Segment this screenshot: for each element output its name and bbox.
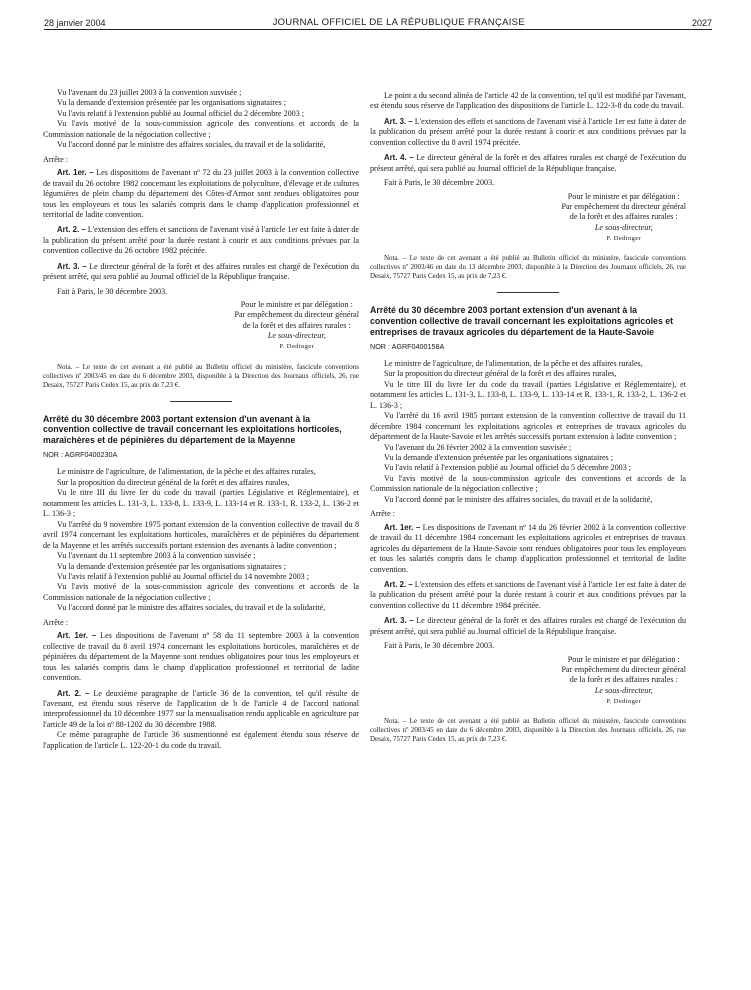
section-divider [497, 292, 559, 293]
signatory-name: P. Dedinger [606, 697, 642, 705]
signature-place-date: Fait à Paris, le 30 décembre 2003. [57, 286, 168, 296]
visa: Vu l'accord donné par le ministre des affaires sociales, du travail et de la solidarité, [384, 494, 653, 504]
signature-line: Pour le ministre et par délégation : [567, 191, 680, 201]
article-text: Le directeur général de la forêt et des affaires rurales est chargé de l'exécution du présent arrêté, qui sera publié au Journal officiel de la République française. [370, 153, 686, 173]
article-text: L'extension des effets et sanctions de l'avenant visé à l'article 1er est faite à dater de la publication du présent arrêté pour la durée restant à courir et aux conditions prévues par la convention collective du 8 avril 1974 précitée. [370, 116, 686, 147]
signature-line: Pour le ministre et par délégation : [240, 300, 353, 310]
visa: Vu la demande d'extension présentée par les organisations signataires ; [57, 98, 286, 108]
article [43, 631, 359, 683]
signature-block [370, 655, 686, 707]
signature-place-date: Fait à Paris, le 30 décembre 2003. [384, 641, 495, 651]
article [370, 616, 686, 637]
article-number: Art. 3. – [57, 261, 87, 271]
article-number: Art. 1er. – [57, 631, 97, 641]
article [370, 580, 686, 611]
article-paragraph: Le point a du second alinéa de l'article 42 de la convention, tel qu'il est modifié par l'avenant, est étendu sous réserve de l'application des dispositions de l'article L. 122-3-8 du code du travail. [370, 91, 686, 111]
article-number: Art. 2. – [384, 580, 413, 590]
left-column [43, 88, 359, 751]
visa: Vu le titre III du livre Ier du code du travail (parties Législative et Réglementaire), et notamment les articles L. 131-3, L. 133-8, L. 133-9, L. 133-14 et R. 133-1, R. 133-2, L. 136-2 et L. 136-3 ; [43, 488, 359, 519]
article-text: Les dispositions de l'avenant nº 58 du 11 septembre 2003 à la convention collective de travail du 8 avril 1974 concernant les exploitations horticoles, maraîchères et de pépinières du département de la Mayenne sont rendues obligatoires pour tous les employeurs et tous les salariés compris dans le champ d'application professionnel et territorial de ladite convention. [43, 631, 359, 683]
article-text: L'extension des effets et sanctions de l'avenant visé à l'article 1er est faite à dater de la publication du présent arrêté pour la durée restant à courir et aux conditions prévues par la convention collective du 26 octobre 1982 précitée. [43, 225, 359, 256]
page-header [44, 16, 712, 30]
signature-block [370, 192, 686, 244]
section-title: Arrêté du 30 décembre 2003 portant extension d'un avenant à la convention collective de travail concernant les exploitations horticoles, maraîchères et de pépinières du département de la Mayenne [43, 413, 342, 446]
nota: Nota. – Le texte de cet avenant a été publié au Bulletin officiel du ministère, fascicule conventions collectives nº 2003/46 en date du 13 décembre 2003, disponible à la Direction des Journaux officiels, 26, rue Desaix, 75727 Paris Cedex 15, au prix de 7,23 €. [370, 254, 686, 281]
header-title: JOURNAL OFFICIEL DE LA RÉPUBLIQUE FRANÇAISE [272, 17, 525, 28]
article-text: Les dispositions de l'avenant nº 72 du 23 juillet 2003 à la convention collective de travail du 26 octobre 1982 concernant les exploitations de polyculture, d'élevage et de cultures légumières de plein champ du département des Côtes-d'Armor sont rendues obligatoires pour tous les employeurs et tous les salariés compris dans le champ d'application professionnel et territorial de ladite convention. [43, 168, 359, 219]
signature-line: Par empêchement du directeur général [561, 201, 686, 211]
article [370, 523, 686, 575]
signature-block [43, 300, 359, 352]
visa: Vu l'avis motivé de la sous-commission agricole des conventions et accords de la Commission nationale de la négociation collective ; [43, 582, 359, 602]
article-text: Le directeur général de la forêt et des affaires rurales est chargé de l'exécution du présent arrêté, qui sera publié au Journal officiel de la République française. [370, 616, 686, 636]
visa: Vu l'accord donné par le ministre des affaires sociales, du travail et de la solidarité, [57, 603, 326, 613]
visa: Vu le titre III du livre Ier du code du travail (parties Législative et Réglementaire), et notamment les articles L. 131-3, L. 133-8, L. 133-9, L. 133-14 et R. 133-1, R. 133-2, L. 136-2 et L. 136-3 ; [370, 379, 686, 410]
signatory-name: P. Dedinger [606, 234, 642, 242]
article-number: Art. 2. – [57, 688, 90, 698]
article-number: Art. 3. – [384, 616, 414, 626]
nor-reference: NOR : AGRF0400158A [370, 341, 445, 351]
visa: Vu la demande d'extension présentée par les organisations signataires ; [384, 453, 613, 463]
signature-line: de la forêt et des affaires rurales : [569, 212, 678, 222]
visa: Vu l'avis motivé de la sous-commission agricole des conventions et accords de la Commission nationale de la négociation collective ; [370, 473, 686, 494]
section-divider [170, 401, 232, 402]
header-page-number: 2027 [691, 17, 712, 28]
preamble: Le ministre de l'agriculture, de l'alimentation, de la pêche et des affaires rurales, [57, 467, 316, 477]
nota: Nota. – Le texte de cet avenant a été publié au Bulletin officiel du ministère, fascicule conventions collectives nº 2003/45 en date du 6 décembre 2003, disponible à la Direction des Journaux officiels, 26, rue Desaix, 75727 Paris Cedex 15, au prix de 7,23 €. [370, 717, 686, 744]
article-number: Art. 1er. – [384, 522, 421, 532]
article-text: L'extension des effets et sanctions de l'avenant visé à l'article 1er est faite à dater de la publication du présent arrêté pour la durée restant à courir et aux conditions prévues par la convention collective du 11 décembre 1984 précitée. [370, 580, 686, 610]
preamble: Sur la proposition du directeur général de la forêt et des affaires rurales, [384, 369, 617, 379]
signature-title: Le sous-directeur, [267, 331, 326, 341]
article [43, 689, 359, 731]
arrete-heading: Arrête : [370, 509, 395, 519]
visa: Vu l'avenant du 23 juillet 2003 à la convention susvisée ; [57, 88, 242, 97]
right-column [370, 91, 686, 744]
visa: Vu l'avis motivé de la sous-commission agricole des conventions et accords de la Commission nationale de la négociation collective ; [43, 119, 359, 139]
visa: Vu l'arrêté du 16 avril 1985 portant extension de la convention collective de travail du 11 décembre 1984 concernant les exploitations agricoles et entreprises de travaux agricoles du département de la Haute-Savoie et les arrêtés successifs portant extension à ladite convention ; [370, 411, 686, 442]
article [370, 153, 686, 174]
article-number: Art. 3. – [384, 116, 413, 126]
signature-title: Le sous-directeur, [594, 685, 653, 695]
article-number: Art. 1er. – [57, 168, 94, 178]
article-text: Le directeur général de la forêt et des affaires rurales est chargé de l'exécution du présent arrêté, qui sera publié au Journal officiel de la République française. [43, 261, 359, 282]
nor-reference: NOR : AGRF0400230A [43, 450, 118, 460]
article-text: Le deuxième paragraphe de l'article 36 de la convention, tel qu'il résulte de l'avenant, est étendu sous réserve de l'application de b de l'article 4 de l'accord national interprofessionnel du 10 décembre 1977 sur la mensualisation rendu applicable en agriculture par l'article 49 de la loi nº 88-1202 du 30 décembre 1988. [43, 688, 359, 729]
article-number: Art. 4. – [384, 153, 414, 163]
visa: Vu l'avis relatif à l'extension publié au Journal officiel du 14 novembre 2003 ; [57, 572, 310, 582]
article-number: Art. 2. – [57, 225, 86, 235]
signature-title: Le sous-directeur, [594, 222, 653, 232]
signatory-name: P. Dedinger [279, 343, 315, 351]
signature-line: de la forêt et des affaires rurales : [242, 320, 351, 330]
signature-line: de la forêt et des affaires rurales : [569, 675, 678, 685]
visa: Vu la demande d'extension présentée par les organisations signataires ; [57, 561, 286, 571]
article [43, 168, 359, 220]
article-text: Les dispositions de l'avenant nº 14 du 26 février 2002 à la convention collective de travail du 11 décembre 1984 concernant les exploitations agricoles et entreprises de travaux agricoles du département de la Haute-Savoie sont rendues obligatoires pour tous les employeurs et tous les salariés compris dans le champ d'application professionnel et territorial de ladite convention. [370, 522, 686, 574]
visa: Vu l'avenant du 11 septembre 2003 à la convention susvisée ; [57, 551, 256, 561]
signature-place-date: Fait à Paris, le 30 décembre 2003. [384, 178, 495, 188]
preamble: Sur la proposition du directeur général de la forêt et des affaires rurales, [57, 477, 290, 487]
visa: Vu l'avis relatif à l'extension publié au Journal officiel du 5 décembre 2003 ; [384, 463, 632, 473]
visa: Vu l'avenant du 26 février 2002 à la convention susvisée ; [384, 442, 572, 452]
article [43, 262, 359, 283]
preamble: Le ministre de l'agriculture, de l'alimentation, de la pêche et des affaires rurales, [384, 358, 643, 368]
arrete-heading: Arrête : [43, 617, 68, 627]
signature-line: Pour le ministre et par délégation : [567, 654, 680, 664]
signature-line: Par empêchement du directeur général [561, 665, 686, 675]
header-date: 28 janvier 2004 [44, 17, 106, 28]
nota: Nota. – Le texte de cet avenant a été publié au Bulletin officiel du ministère, fascicule conventions collectives nº 2003/45 en date du 6 décembre 2003, disponible à la Direction des Journaux officiels, 26, rue Desaix, 75727 Paris Cedex 15, au prix de 7,23 €. [43, 362, 359, 389]
visa: Vu l'avis relatif à l'extension publié au Journal officiel du 2 décembre 2003 ; [57, 108, 305, 118]
signature-line: Par empêchement du directeur général [234, 310, 359, 320]
article [43, 225, 359, 256]
article [370, 117, 686, 148]
visa: Vu l'arrêté du 9 novembre 1975 portant extension de la convention collective de travail du 8 avril 1974 concernant les exploitations horticoles, maraîchères et de pépinières du département de la Mayenne et les arrêtés successifs portant extension des avenants à ladite convention ; [43, 519, 359, 550]
arrete-heading: Arrête : [43, 154, 68, 164]
section-title: Arrêté du 30 décembre 2003 portant extension d'un avenant à la convention collective de travail concernant les exploitations agricoles et entreprises de travaux agricoles du département de la Haute-Savoie [370, 305, 674, 337]
article-paragraph: Ce même paragraphe de l'article 36 susmentionné est également étendu sous réserve de l'application de l'article L. 122-20-1 du code du travail. [43, 730, 359, 750]
visa: Vu l'accord donné par le ministre des affaires sociales, du travail et de la solidarité, [57, 140, 326, 150]
